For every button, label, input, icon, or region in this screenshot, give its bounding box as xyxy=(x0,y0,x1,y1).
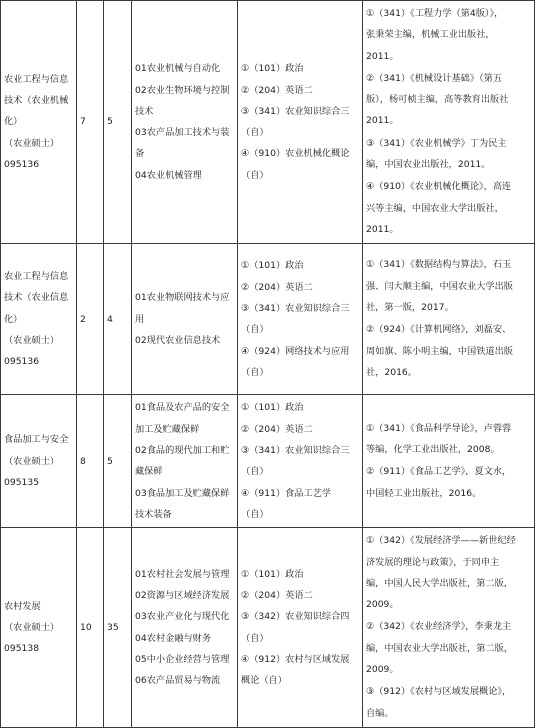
exam-line: ③（341）农业知识综合三 xyxy=(241,444,350,456)
major-line: 095135 xyxy=(4,476,40,488)
major-line: （农业硕士） xyxy=(4,137,60,149)
major-line: 化） xyxy=(4,116,23,128)
reference-book-entry xyxy=(366,68,532,132)
exam-line: ①（101）政治 xyxy=(241,260,304,272)
major-line: 农村发展 xyxy=(4,600,41,612)
table-row xyxy=(1,244,535,395)
reference-line: 2011。 xyxy=(366,50,399,62)
direction-line: 01食品及农产品的安全 xyxy=(135,402,230,414)
research-directions-cell xyxy=(132,528,238,728)
reference-line: ①（341）《工程力学（第4版）》， xyxy=(366,8,504,19)
reference-book-entry xyxy=(366,133,532,176)
reference-line: ①（341）《数据结构与算法》，石玉 xyxy=(366,259,512,271)
reference-line: 编，中国农业出版社，2011。 xyxy=(366,159,491,171)
exam-line: （自） xyxy=(241,508,269,520)
reference-book-entry xyxy=(366,319,532,383)
direction-line: 02资源与区域经济发展 xyxy=(135,590,230,601)
exam-subjects-cell xyxy=(238,395,363,528)
exam-subjects-cell xyxy=(238,244,363,395)
reference-line: 自编。 xyxy=(366,707,394,719)
reference-book-entry xyxy=(366,176,532,240)
reference-line: ②（911）《食品工艺学》，夏文水， xyxy=(366,466,512,478)
reference-line: ②（342）《农业经济学》，李秉龙主 xyxy=(366,621,512,633)
quota-second-cell: 5 xyxy=(104,395,132,528)
reference-line: 周如旗、陈小明主编，中国铁道出版 xyxy=(366,345,513,357)
direction-line: 04农村金融与财务 xyxy=(135,632,212,644)
reference-line: ②（924）《计算机网络》，刘磊安、 xyxy=(366,324,512,336)
quota-first-cell: 10 xyxy=(77,528,104,728)
direction-line: 技术装备 xyxy=(135,508,172,520)
quota-second-cell: 35 xyxy=(104,528,132,728)
reference-line: ③（912）《农村与区域发展概论》， xyxy=(366,686,512,698)
reference-line: ④（910）《农业机械化概论》，高连 xyxy=(366,181,512,193)
major-line: 农业工程与信息 xyxy=(4,73,69,85)
exam-line: （自） xyxy=(241,127,269,139)
table-row xyxy=(1,1,535,244)
reference-books-cell xyxy=(363,395,535,528)
exam-line: ④（912）农村与区域发展 xyxy=(241,653,350,665)
major-line: （农业硕士） xyxy=(4,334,60,346)
exam-line: （自） xyxy=(241,466,269,478)
research-directions-cell xyxy=(132,1,238,244)
reference-book-entry xyxy=(366,3,532,67)
quota-first-cell: 8 xyxy=(77,395,104,528)
reference-line: ③（341）《农业机械学》丁为民主 xyxy=(366,137,507,149)
direction-line: 02食品的现代加工和贮 xyxy=(135,444,230,456)
reference-line: 2009。 xyxy=(366,599,399,611)
research-directions-cell xyxy=(132,395,238,528)
exam-line: ④（911）食品工艺学 xyxy=(241,487,332,499)
direction-line: 02农业生物环境与控制 xyxy=(135,84,230,96)
reference-line: 等编，化学工业出版社，2008。 xyxy=(366,443,500,455)
reference-line: 编，中国人民大学出版社，第二版， xyxy=(366,577,513,589)
major-cell xyxy=(1,1,77,244)
reference-books-cell xyxy=(363,244,535,395)
quota-first-cell: 7 xyxy=(77,1,104,244)
table-row xyxy=(1,395,535,528)
reference-book-entry xyxy=(366,418,532,461)
exam-line: ②（204）英语二 xyxy=(241,590,313,601)
exam-line: ②（204）英语二 xyxy=(241,423,313,435)
major-line: （农业硕士） xyxy=(4,621,60,633)
research-directions-cell xyxy=(132,244,238,395)
major-line: 技术（农业信息 xyxy=(4,292,69,304)
direction-line: 05中小企业经营与管理 xyxy=(135,653,230,665)
major-line: 农业工程与信息 xyxy=(4,271,69,283)
direction-line: 03农业产业化与现代化 xyxy=(135,611,230,623)
direction-line: 04农业机械管理 xyxy=(135,169,202,181)
reference-line: 编，中国农业大学出版社，第二版， xyxy=(366,642,513,654)
exam-line: 概论（自） xyxy=(241,675,287,687)
major-line: （农业硕士） xyxy=(4,455,60,467)
reference-line: 中国轻工业出版社，2016。 xyxy=(366,487,482,499)
direction-line: 02现代农业信息技术 xyxy=(135,334,221,346)
quota-first-cell: 2 xyxy=(77,244,104,395)
reference-line: 兴等主编，中国农业大学出版社， xyxy=(366,202,504,214)
reference-book-entry xyxy=(366,681,532,724)
major-line: 化） xyxy=(4,313,23,325)
reference-line: 版），杨可桢主编，高等教育出版社 xyxy=(366,94,509,106)
reference-line: 社，第一版，2017。 xyxy=(366,301,454,313)
exam-line: （自） xyxy=(241,366,269,378)
exam-line: ①（101）政治 xyxy=(241,402,304,414)
major-cell xyxy=(1,244,77,395)
exam-line: ②（204）英语二 xyxy=(241,281,313,293)
major-line: 095136 xyxy=(4,159,40,171)
exam-line: （自） xyxy=(241,169,269,181)
direction-line: 01农业物联网技术与应 xyxy=(135,292,230,304)
major-cell xyxy=(1,528,77,728)
major-line: 技术（农业机械 xyxy=(4,95,69,107)
reference-line: ①（341）《食品科学导论》，卢蓉蓉 xyxy=(366,422,512,434)
exam-line: ④（910）农业机械化概论 xyxy=(241,148,350,160)
quota-second-cell: 4 xyxy=(104,244,132,395)
direction-line: 01农业机械与自动化 xyxy=(135,63,221,75)
reference-books-cell xyxy=(363,528,535,728)
major-line: 095138 xyxy=(4,643,40,655)
exam-line: ④（924）网络技术与应用 xyxy=(241,345,350,357)
direction-line: 藏保鲜 xyxy=(135,466,163,478)
direction-line: 加工及贮藏保鲜 xyxy=(135,423,200,435)
reference-book-entry xyxy=(366,461,532,504)
reference-line: 2009。 xyxy=(366,664,399,676)
exam-line: ①（101）政治 xyxy=(241,63,304,75)
exam-line: （自） xyxy=(241,324,269,336)
reference-line: ①（342）《发展经济学——新世纪经 xyxy=(366,535,516,547)
exam-subjects-cell xyxy=(238,528,363,728)
reference-books-cell xyxy=(363,1,535,244)
table-body xyxy=(1,1,535,728)
major-line: 095136 xyxy=(4,356,40,368)
exam-line: ③（341）农业知识综合三 xyxy=(241,105,350,117)
reference-book-entry xyxy=(366,254,532,318)
direction-line: 用 xyxy=(135,313,145,325)
reference-line: 张秉荣主编，机械工业出版社， xyxy=(366,29,495,41)
reference-book-entry xyxy=(366,530,532,615)
major-line: 食品加工与安全 xyxy=(4,434,69,446)
direction-line: 03食品加工及贮藏保鲜 xyxy=(135,487,230,499)
direction-line: 06农产品贸易与物流 xyxy=(135,675,221,687)
reference-line: 强、闫大顺主编，中国农业大学出版 xyxy=(366,280,513,292)
exam-subjects-cell xyxy=(238,1,363,244)
exam-line: ②（204）英语二 xyxy=(241,84,313,96)
direction-line: 备 xyxy=(135,148,145,160)
direction-line: 03农产品加工技术与装 xyxy=(135,127,230,139)
reference-book-entry xyxy=(366,616,532,680)
reference-line: ②（341）《机械设计基础》（第五 xyxy=(366,72,503,84)
reference-line: 2011。 xyxy=(366,115,399,127)
exam-line: （自） xyxy=(241,632,269,644)
reference-line: 社，2016。 xyxy=(366,366,417,378)
exam-line: ③（342）农业知识综合四 xyxy=(241,611,350,623)
exam-line: ①（101）政治 xyxy=(241,568,304,580)
direction-line: 技术 xyxy=(135,105,154,117)
quota-second-cell: 5 xyxy=(104,1,132,244)
reference-line: 济发展的理论与政策》，于同申主 xyxy=(366,556,500,568)
exam-line: ③（341）农业知识综合三 xyxy=(241,302,350,314)
direction-line: 01农村社会发展与管理 xyxy=(135,568,230,580)
major-cell xyxy=(1,395,77,528)
reference-line: 2011。 xyxy=(366,223,399,235)
table-row xyxy=(1,528,535,728)
